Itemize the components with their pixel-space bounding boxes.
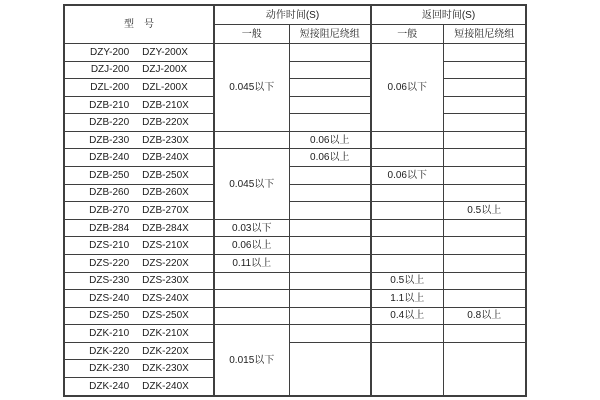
table-row	[64, 131, 526, 149]
return-general-cell	[371, 184, 443, 202]
action-general-cell: 0.03以下	[214, 219, 289, 237]
model-cell	[64, 149, 214, 167]
action-general-cell	[214, 290, 289, 308]
action-general-cell: 0.06以上	[214, 237, 289, 255]
action-damping-cell	[289, 114, 371, 132]
model-primary: DZS-220	[89, 257, 130, 269]
table-row	[64, 184, 526, 202]
header-return-damping: 短接阻尼绕组	[443, 25, 526, 44]
return-general-cell	[371, 237, 443, 255]
action-damping-cell	[289, 202, 371, 220]
model-cell	[64, 290, 214, 308]
model-cell	[64, 360, 214, 378]
model-primary: DZB-250	[89, 169, 130, 181]
action-general-cell	[214, 272, 289, 290]
action-damping-cell	[289, 44, 371, 62]
action-general-cell: 0.045以下	[214, 44, 289, 132]
return-general-cell: 0.4以上	[371, 307, 443, 325]
action-damping-cell	[289, 79, 371, 97]
return-damping-cell: 0.5以上	[443, 202, 526, 220]
return-damping-cell: 0.8以上	[443, 307, 526, 325]
model-cell	[64, 237, 214, 255]
return-damping-cell	[443, 219, 526, 237]
model-variant: DZJ-200X	[142, 64, 188, 76]
model-primary: DZB-260	[89, 187, 130, 199]
return-general-cell: 0.06以下	[371, 167, 443, 185]
return-damping-cell	[443, 184, 526, 202]
action-damping-cell	[289, 61, 371, 79]
return-damping-cell	[443, 44, 526, 62]
action-damping-cell	[289, 342, 371, 396]
table-row	[64, 307, 526, 325]
return-damping-cell	[443, 237, 526, 255]
return-damping-cell	[443, 167, 526, 185]
model-cell	[64, 272, 214, 290]
return-damping-cell	[443, 272, 526, 290]
header-action-damping: 短接阻尼绕组	[289, 25, 371, 44]
model-variant: DZS-230X	[142, 275, 189, 287]
return-damping-cell	[443, 149, 526, 167]
model-cell	[64, 61, 214, 79]
table-row	[64, 219, 526, 237]
action-general-cell: 0.11以上	[214, 254, 289, 272]
model-primary: DZS-250	[89, 310, 130, 322]
return-damping-cell	[443, 96, 526, 114]
model-primary: DZB-240	[89, 152, 130, 164]
header-action-general: 一般	[214, 25, 289, 44]
table-row	[64, 96, 526, 114]
model-cell	[64, 219, 214, 237]
model-primary: DZS-240	[89, 292, 130, 304]
model-primary: DZB-270	[89, 204, 130, 216]
model-variant: DZB-220X	[142, 117, 189, 129]
model-variant: DZS-250X	[142, 310, 189, 322]
table-row	[64, 325, 526, 343]
model-variant: DZY-200X	[142, 46, 188, 58]
header-model: 型 号	[64, 5, 214, 44]
model-cell	[64, 131, 214, 149]
model-cell	[64, 44, 214, 62]
action-general-cell	[214, 131, 289, 149]
model-variant: DZB-230X	[142, 134, 189, 146]
return-general-cell	[371, 325, 443, 343]
table-row	[64, 202, 526, 220]
action-damping-cell	[289, 272, 371, 290]
header-return-time: 返回时间(S)	[371, 5, 526, 25]
model-primary: DZK-230	[89, 363, 130, 375]
return-damping-cell	[443, 114, 526, 132]
model-variant: DZS-240X	[142, 292, 189, 304]
return-damping-cell	[443, 342, 526, 396]
table-row	[64, 272, 526, 290]
action-general-cell	[214, 307, 289, 325]
model-cell	[64, 377, 214, 396]
action-damping-cell	[289, 96, 371, 114]
table-row	[64, 237, 526, 255]
model-primary: DZK-220	[89, 345, 130, 357]
model-cell	[64, 96, 214, 114]
model-primary: DZY-200	[90, 46, 130, 58]
action-general-cell: 0.015以下	[214, 325, 289, 396]
model-primary: DZB-230	[89, 134, 130, 146]
model-variant: DZS-210X	[142, 240, 189, 252]
return-damping-cell	[443, 61, 526, 79]
table-row	[64, 44, 526, 62]
return-general-cell	[371, 131, 443, 149]
model-variant: DZK-220X	[142, 345, 189, 357]
model-variant: DZB-210X	[142, 99, 189, 111]
return-damping-cell	[443, 325, 526, 343]
header-row-1	[64, 5, 526, 25]
action-damping-cell	[289, 184, 371, 202]
action-damping-cell	[289, 237, 371, 255]
model-variant: DZL-200X	[142, 81, 188, 93]
table-row	[64, 254, 526, 272]
action-general-cell: 0.045以下	[214, 149, 289, 219]
model-cell	[64, 114, 214, 132]
return-general-cell	[371, 342, 443, 396]
model-primary: DZS-230	[89, 275, 130, 287]
model-cell	[64, 167, 214, 185]
return-general-cell: 0.5以上	[371, 272, 443, 290]
table-row	[64, 167, 526, 185]
model-primary: DZB-220	[89, 117, 130, 129]
return-damping-cell	[443, 79, 526, 97]
header-action-time: 动作时间(S)	[214, 5, 371, 25]
return-damping-cell	[443, 290, 526, 308]
relay-timing-spec-table	[63, 4, 527, 397]
model-primary: DZS-210	[89, 240, 130, 252]
action-damping-cell	[289, 254, 371, 272]
model-cell	[64, 254, 214, 272]
action-damping-cell	[289, 290, 371, 308]
return-damping-cell	[443, 131, 526, 149]
model-primary: DZK-210	[89, 328, 130, 340]
model-cell	[64, 325, 214, 343]
model-primary: DZL-200	[90, 81, 130, 93]
action-damping-cell	[289, 307, 371, 325]
model-variant: DZB-250X	[142, 169, 189, 181]
model-cell	[64, 307, 214, 325]
action-damping-cell	[289, 325, 371, 343]
action-damping-cell: 0.06以上	[289, 131, 371, 149]
return-damping-cell	[443, 254, 526, 272]
model-cell	[64, 79, 214, 97]
model-cell	[64, 342, 214, 360]
table-row	[64, 61, 526, 79]
table-row	[64, 79, 526, 97]
return-general-cell	[371, 149, 443, 167]
action-damping-cell: 0.06以上	[289, 149, 371, 167]
return-general-cell	[371, 219, 443, 237]
model-variant: DZK-230X	[142, 363, 189, 375]
model-variant: DZK-210X	[142, 328, 189, 340]
table-row	[64, 114, 526, 132]
model-cell	[64, 202, 214, 220]
table-row	[64, 149, 526, 167]
model-variant: DZK-240X	[142, 380, 189, 392]
return-general-cell: 0.06以下	[371, 44, 443, 132]
return-general-cell: 1.1以上	[371, 290, 443, 308]
header-return-general: 一般	[371, 25, 443, 44]
model-primary: DZK-240	[89, 380, 130, 392]
return-general-cell	[371, 202, 443, 220]
model-cell	[64, 184, 214, 202]
model-variant: DZB-284X	[142, 222, 189, 234]
action-damping-cell	[289, 167, 371, 185]
model-variant: DZB-240X	[142, 152, 189, 164]
model-primary: DZJ-200	[90, 64, 130, 76]
model-variant: DZB-270X	[142, 204, 189, 216]
model-primary: DZB-284	[89, 222, 130, 234]
table-row	[64, 342, 526, 360]
table-row	[64, 290, 526, 308]
model-primary: DZB-210	[89, 99, 130, 111]
model-variant: DZB-260X	[142, 187, 189, 199]
return-general-cell	[371, 254, 443, 272]
action-damping-cell	[289, 219, 371, 237]
model-variant: DZS-220X	[142, 257, 189, 269]
